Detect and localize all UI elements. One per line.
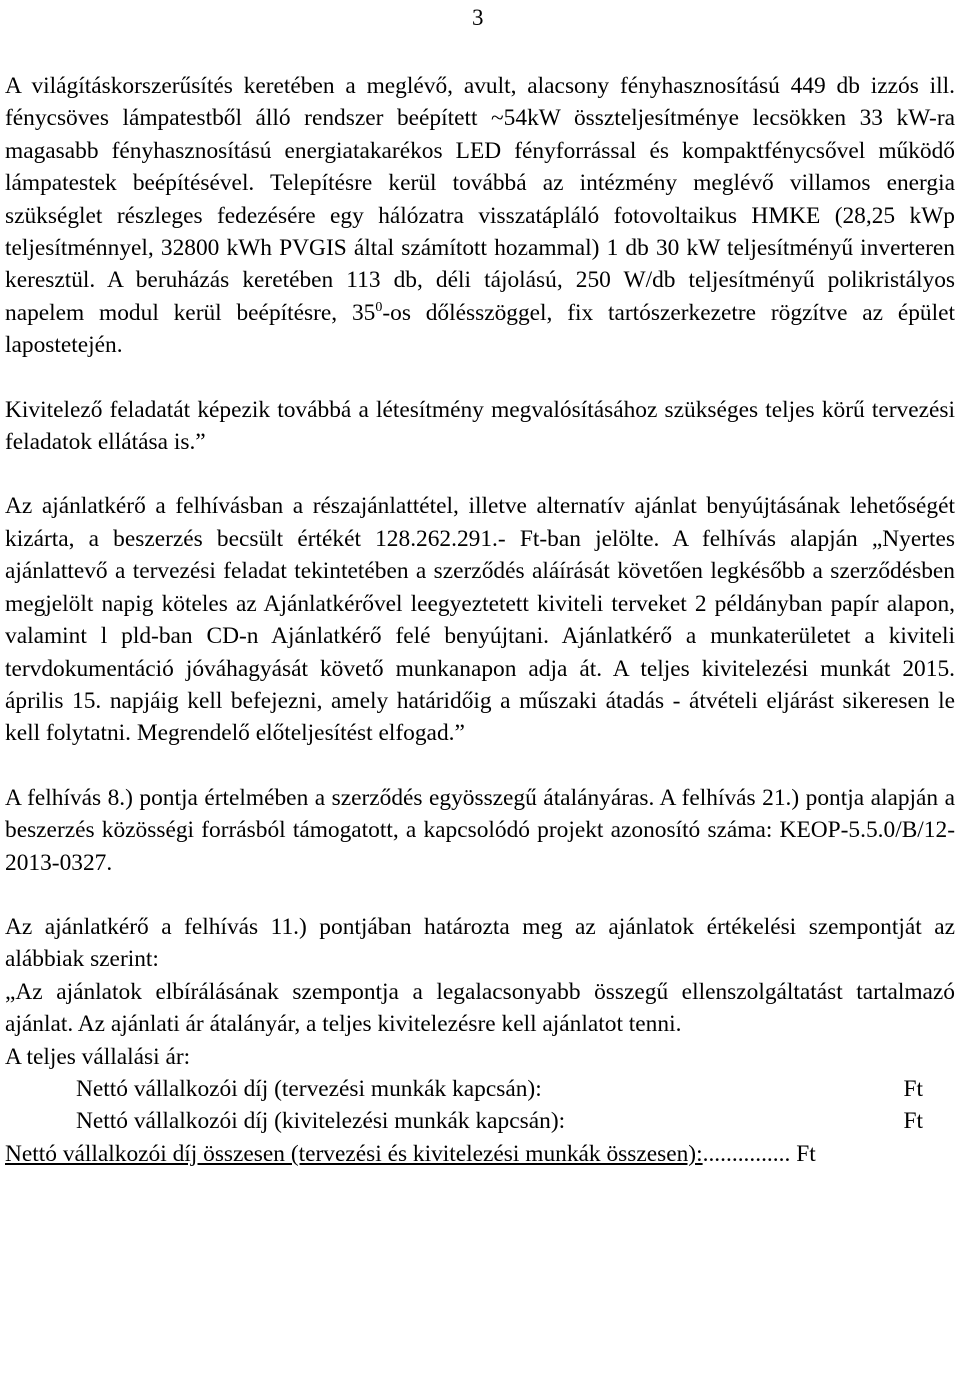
degree-superscript: 0 — [375, 299, 383, 315]
price-heading: A teljes vállalási ár: — [5, 1043, 191, 1070]
paragraph-lighting-text: A világításkorszerűsítés keretében a meglévő, avult, alacsony fényhasznosítású 449 db izzós ill. fénycsöves lámpatestből álló rendszer beépített ~54kW összteljesítménye lecsökken 33 kW-ra magasabb fényhasznosítású energiatakarékos LED fényforrással és kompaktfénycsővel működő lámpatestek beépítésével. Telepítésre kerül továbbá az intézmény meglévő villamos energia szükséglet részleges fedezésére egy hálózatra visszatápláló fotovoltaikus HMKE (28,25 kWp teljesítménnyel, 32800 kWh PVGIS által számított hozammal) 1 db 30 kW teljesítményű inverteren keresztül. A beruházás keretében 113 db, déli tájolású, 250 W/db teljesítményű polikristályos napelem modul kerül beépítésre, 35 — [5, 73, 955, 326]
total-price-label: Nettó vállalkozói díj összesen (tervezési és kivitelezési munkák összesen): — [5, 1140, 703, 1167]
document-body — [5, 70, 955, 1170]
total-price-dots: ............... — [702, 1140, 791, 1167]
paragraph-evaluation-criteria: Az ajánlatkérő a felhívás 11.) pontjában határozta meg az ajánlatok értékelési szempontját az alábbiak szerint: — [5, 913, 955, 973]
paragraph-call-details: Az ajánlatkérő a felhívásban a részajánlattétel, illetve alternatív ajánlat benyújtásának lehetőségét kizárta, a beszerzés becsült értékét 128.262.291.- Ft-ban jelölte. A felhívás alapján „Nyertes ajánlattevő a tervezési feladat tekintetében a szerződés aláírását követően legkésőbb a szerződésben megjelölt napig köteles az Ajánlatkérővel leegyeztetett kiviteli terveket 2 példányban papír alapon, valamint l pld-ban CD-n Ajánlatkérő felé benyújtani. Ajánlatkérő a munkaterületet a kiviteli tervdokumentáció jóváhagyását követő munkanapon adja át. A teljes kivitelezési munkát 2015. április 15. napjáig kell befejezni, amely határidőig a műszaki átadás - átvételi eljárást sikeresen le kell folytatni. Megrendelő előteljesítést elfogad.” — [5, 493, 955, 747]
page-number: 3 — [472, 5, 484, 30]
price-row-label: Nettó vállalkozói díj (kivitelezési munkák kapcsán): — [76, 1108, 566, 1135]
paragraph-lighting-upgrade — [5, 70, 955, 362]
price-row-unit: Ft — [903, 1075, 923, 1102]
price-row-construction — [5, 1105, 955, 1137]
paragraph-contract-type: A felhívás 8.) pontja értelmében a szerződés egyösszegű átalányáras. A felhívás 21.) pontja alapján a beszerzés közösségi forrásból támogatott, a kapcsolódó projekt azonosító száma: KEOP-5.5.0/B/12-2013-0327. — [5, 784, 955, 876]
price-row-label: Nettó vállalkozói díj (tervezési munkák kapcsán): — [76, 1075, 542, 1102]
total-price-line — [5, 1138, 955, 1170]
price-row-design — [5, 1073, 955, 1105]
price-row-unit: Ft — [903, 1108, 923, 1135]
total-price-unit: Ft — [796, 1140, 816, 1167]
paragraph-contractor-tasks: Kivitelező feladatát képezik továbbá a létesítmény megvalósításához szükséges teljes körű tervezési feladatok ellátása is.” — [5, 396, 955, 456]
paragraph-lighting-text-end: -os dőlésszöggel, fix tartószerkezetre rögzítve az épület lapostetején. — [5, 299, 955, 359]
paragraph-evaluation-quote: „Az ajánlatok elbírálásának szempontja a legalacsonyabb összegű ellenszolgáltatást tartalmazó ajánlat. Az ajánlati ár átalányár, a teljes kivitelezésre kell ajánlatot tenni. — [5, 978, 955, 1038]
